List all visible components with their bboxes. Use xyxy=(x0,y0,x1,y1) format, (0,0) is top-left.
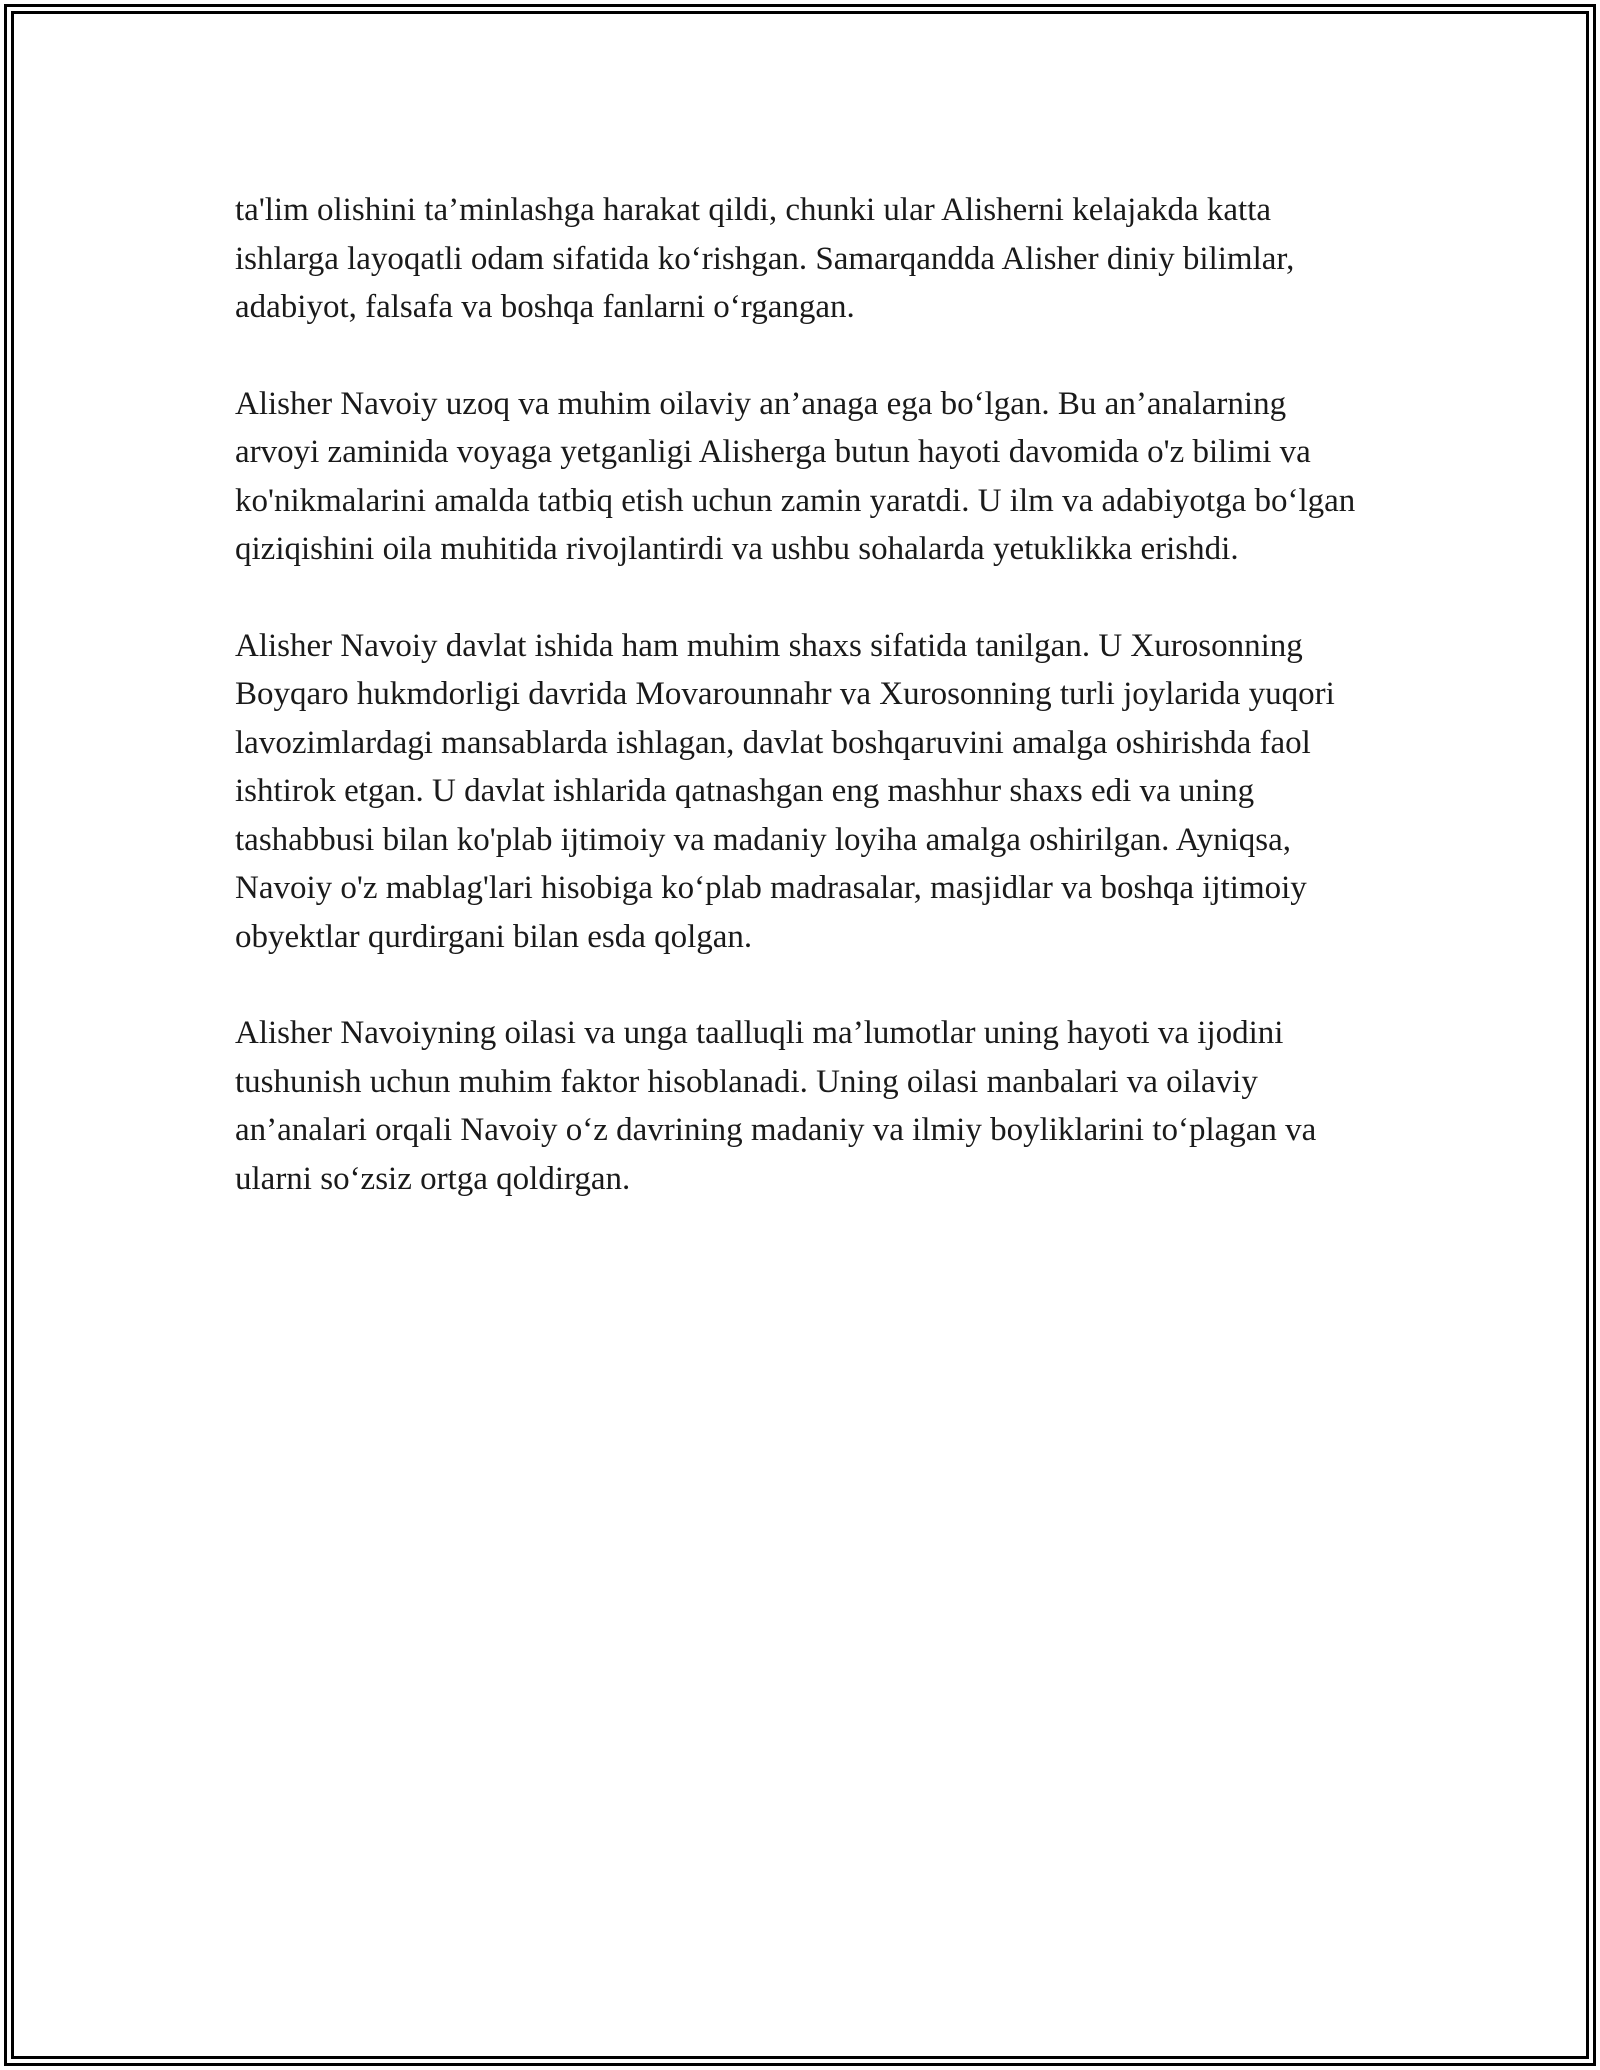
paragraph-state-service: Alisher Navoiy davlat ishida ham muhim shaxs sifatida tanilgan. U Xurosonning Boyqaro hukmdorligi davrida Movarounnahr va Xurosonning turli joylarida yuqori lavozimlardagi mansablarda ishlagan, davlat boshqaruvini amalga oshirishda faol ishtirok etgan. U davlat ishlarida qatnashgan eng mashhur shaxs edi va uning tashabbusi bilan ko'plab ijtimoiy va madaniy loyiha amalga oshirilgan. Ayniqsa, Navoiy o'z mablag'lari hisobiga ko‘plab madrasalar, masjidlar va boshqa ijtimoiy obyektlar qurdirgani bilan esda qolgan. xyxy=(235,627,1335,955)
paragraph-family-tradition: Alisher Navoiy uzoq va muhim oilaviy an’anaga ega bo‘lgan. Bu an’analarning arvoyi zaminida voyaga yetganligi Alisherga butun hayoti davomida o'z bilimi va ko'nikmalarini amalda tatbiq etish uchun zamin yaratdi. U ilm va adabiyotga bo‘lgan qiziqishini oila muhitida rivojlantirdi va ushbu sohalarda yetuklikka erishdi. xyxy=(235,385,1356,567)
paragraph-family-significance: Alisher Navoiyning oilasi va unga taalluqli ma’lumotlar uning hayoti va ijodini tushunish uchun muhim faktor hisoblanadi. Uning oilasi manbalari va oilaviy an’analari orqali Navoiy o‘z davrining madaniy va ilmiy boyliklarini to‘plagan va ularni so‘zsiz ortga qoldirgan. xyxy=(235,1015,1317,1197)
paragraph-education: ta'lim olishini ta’minlashga harakat qildi, chunki ular Alisherni kelajakda katta ishlarga layoqatli odam sifatida ko‘rishgan. Samarqandda Alisher diniy bilimlar, adabiyot, falsafa va boshqa fanlarni o‘rgangan. xyxy=(235,192,1295,325)
document-body xyxy=(235,186,1375,1203)
